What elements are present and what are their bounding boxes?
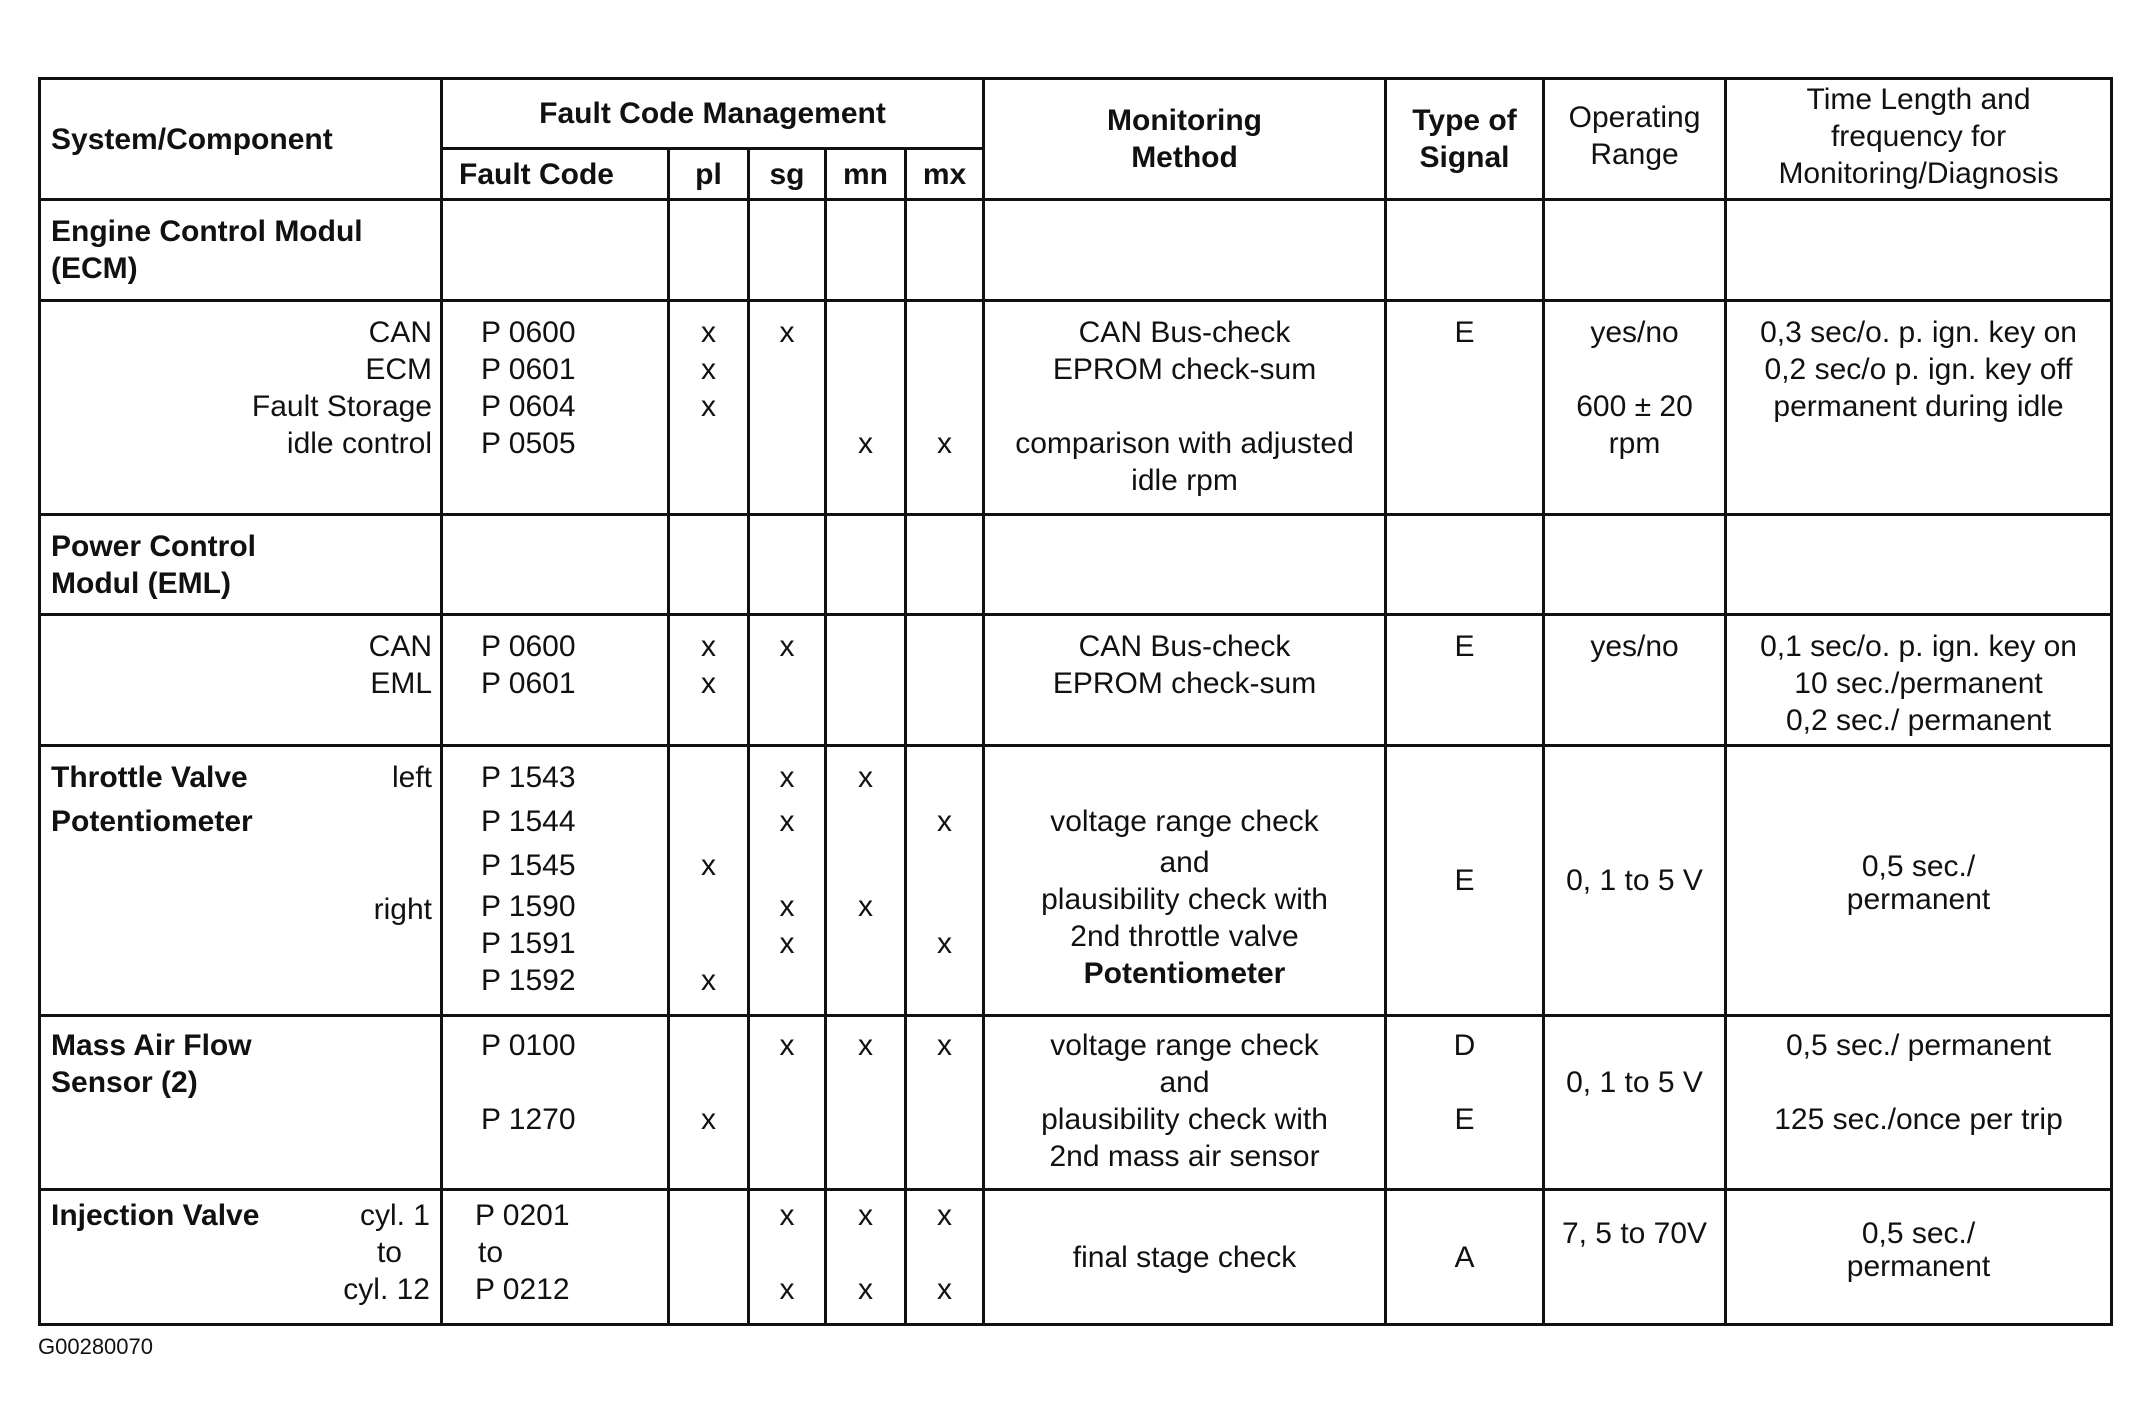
range-line: rpm [1608,427,1661,460]
inj-pl [669,1190,749,1325]
header-time-line: Monitoring/Diagnosis [1778,156,2059,190]
maf-pl [669,1016,749,1190]
mark: x [779,316,795,349]
range-line: yes/no [1590,630,1679,663]
mark [670,1027,747,1101]
ecm-title [40,200,442,301]
tvp-range [1544,746,1726,1016]
header-mn [826,149,906,200]
header-sg [749,149,826,200]
eml-title-line: Power Control [51,530,257,563]
mark [670,759,747,803]
mark [827,351,904,388]
mark: x [701,667,716,700]
maf-method [984,1016,1386,1190]
fault-code: P 0505 [481,427,576,460]
method-line: EPROM check-sum [1052,353,1317,386]
mark: x [701,964,716,997]
mark [907,847,982,888]
mark [750,665,824,702]
tvp-right-label: right [373,893,432,926]
fault-code: P 0601 [481,667,576,700]
mark: x [701,630,716,663]
header-mn-label: mn [843,157,888,191]
method-line [985,388,1384,425]
header-fcm-label: Fault Code Management [539,97,886,130]
signal-type: E [1454,1103,1475,1136]
mark [907,388,982,425]
time-line: 10 sec./permanent [1794,667,2043,700]
mark: x [858,761,873,794]
mark [750,388,824,425]
maf-signal [1386,1016,1544,1190]
maf-title [40,1016,442,1190]
time-line: 0,1 sec/o. p. ign. key on [1760,630,2077,663]
time-line: 0,3 sec/o. p. ign. key on [1760,316,2077,349]
empty-cell [669,515,749,615]
diagnostic-table [38,77,2113,1326]
ecm-sg [749,301,826,515]
empty-cell [984,200,1386,301]
component-label: CAN [368,316,432,349]
header-system [40,79,442,200]
empty-cell [826,515,906,615]
inj-signal [1386,1190,1544,1325]
tvp-time [1726,746,2112,1016]
ecm-codes [442,301,669,515]
eml-pl [669,615,749,746]
fault-code: P 1545 [481,849,576,882]
eml-method [984,615,1386,746]
inj-mn [826,1190,906,1325]
mark: x [858,427,873,460]
eml-range [1544,615,1726,746]
mark: x [937,1029,952,1062]
mark: x [937,1273,952,1306]
mark [827,803,904,847]
range-line: yes/no [1590,316,1679,349]
range-line: 0, 1 to 5 V [1566,1066,1703,1099]
header-fault-code-management [442,79,984,149]
inj-mx [906,1190,984,1325]
maf-sg [749,1016,826,1190]
maf-mn [826,1016,906,1190]
method-line: final stage check [1072,1240,1297,1274]
time-line: permanent [1846,882,1991,916]
mark: x [779,761,795,794]
method-line: voltage range check [1050,805,1319,838]
header-operating-range [1544,79,1726,200]
header-system-label: System/Component [51,122,333,156]
tvp-pl [669,746,749,1016]
signal-type: E [1454,630,1475,663]
empty-cell [826,200,906,301]
maf-range [1544,1016,1726,1190]
header-type-of-signal [1386,79,1544,200]
mark [670,888,747,925]
empty-cell [1544,515,1726,615]
mark [907,1101,982,1138]
mark [907,314,982,351]
eml-title [40,515,442,615]
mark: x [701,849,716,882]
tvp-codes [442,746,669,1016]
mark [750,1234,824,1271]
ecm-mn [826,301,906,515]
fault-code: P 0212 [475,1273,570,1306]
ecm-method [984,301,1386,515]
method-line: 2nd mass air sensor [1049,1140,1320,1173]
fault-code: P 1544 [481,805,576,838]
mark [907,351,982,388]
mark [750,847,824,888]
ecm-range [1544,301,1726,515]
mark [827,314,904,351]
component-label: EML [370,667,432,700]
method-line: and [1159,1066,1210,1099]
header-monitoring-method [984,79,1386,200]
mark: x [779,805,795,838]
fault-code: P 0100 [481,1029,576,1062]
empty-cell [1386,200,1544,301]
empty-cell [442,200,669,301]
tvp-left-label: left [391,761,432,794]
header-sg-label: sg [769,157,805,191]
ecm-pl [669,301,749,515]
mark [750,962,824,999]
inj-title [40,1190,442,1325]
component-label: CAN [368,630,432,663]
tvp-signal [1386,746,1544,1016]
inj-sg [749,1190,826,1325]
mark [670,925,747,962]
fault-code: P 0604 [481,390,576,423]
time-line: 0,2 sec/o p. ign. key off [1764,353,2073,386]
mark [907,759,982,803]
tvp-title [40,746,442,1016]
method-line: and [1159,846,1210,879]
empty-cell [1544,200,1726,301]
mark [670,803,747,847]
time-line: permanent [1846,1250,1991,1283]
empty-cell [669,200,749,301]
cylinder-label: to [376,1236,402,1269]
mark [827,388,904,425]
method-line: idle rpm [1131,464,1238,497]
fault-code: P 0600 [481,316,576,349]
maf-codes [442,1016,669,1190]
mark: x [937,805,952,838]
range-line: 600 ± 20 [1576,390,1693,423]
mark: x [779,927,795,960]
tvp-title-line: Potentiometer [51,805,253,838]
method-line: plausibility check with [1041,883,1328,916]
mark [827,847,904,888]
ecm-time [1726,301,2112,515]
method-line: voltage range check [1050,1029,1319,1062]
mark: x [858,890,873,923]
empty-cell [906,200,984,301]
header-signal-line: Type of [1412,104,1517,137]
fault-code: P 1592 [481,964,576,997]
mark [750,351,824,388]
header-signal-line: Signal [1419,141,1510,174]
header-range-line: Operating [1568,101,1701,134]
empty-cell [1726,515,2112,615]
range-line: 0, 1 to 5 V [1566,864,1703,897]
maf-mx [906,1016,984,1190]
header-range-line: Range [1590,138,1679,171]
tvp-mn [826,746,906,1016]
mark [907,888,982,925]
mark [907,962,982,999]
inj-method [984,1190,1386,1325]
empty-cell [1386,515,1544,615]
eml-signal [1386,615,1544,746]
time-line: 125 sec./once per trip [1774,1103,2063,1136]
eml-time [1726,615,2112,746]
empty-cell [984,515,1386,615]
signal-type: E [1454,316,1475,349]
cylinder-label: cyl. 1 [359,1199,430,1232]
range-spacer [1545,351,1724,388]
fault-code: P 1270 [481,1103,576,1136]
mark: x [779,1273,795,1306]
header-fault-code [442,149,669,200]
mark: x [779,890,795,923]
method-line: CAN Bus-check [1078,316,1291,349]
fault-code: P 0201 [475,1199,570,1232]
inj-title-line: Injection Valve [51,1199,260,1232]
mark: x [701,316,716,349]
signal-type: E [1454,864,1475,897]
method-line: comparison with adjusted [1015,427,1354,460]
mark: x [937,1199,952,1232]
method-line: plausibility check with [1041,1103,1328,1136]
mark [907,1234,982,1271]
mark: x [858,1273,873,1306]
header-time-line: Time Length and [1806,82,2031,116]
mark: x [701,353,716,386]
component-label: Fault Storage [251,390,432,423]
time-line: 0,5 sec./ [1861,849,1976,883]
empty-cell [749,200,826,301]
maf-title-line: Mass Air Flow [51,1029,252,1062]
signal-type: D [1453,1029,1476,1062]
ecm-components [40,301,442,515]
maf-title-line: Sensor (2) [51,1066,198,1099]
mark: x [858,1199,873,1232]
fault-code: P 0601 [481,353,576,386]
mark: x [779,630,795,663]
range-line: 7, 5 to 70V [1561,1217,1708,1250]
time-line: permanent during idle [1773,390,2064,423]
mark [670,425,747,462]
header-method-line: Method [1131,141,1238,174]
mark [827,962,904,999]
empty-cell [749,515,826,615]
fault-code: to [478,1236,504,1269]
eml-sg [749,615,826,746]
cylinder-label: cyl. 12 [343,1273,430,1306]
figure-id: G00280070 [38,1334,153,1359]
mark [827,925,904,962]
fault-code: P 1543 [481,761,576,794]
header-mx-label: mx [922,157,967,191]
inj-range [1544,1190,1726,1325]
mark: x [701,390,716,423]
method-line: EPROM check-sum [1052,667,1317,700]
eml-components [40,615,442,746]
component-label: idle control [286,427,432,460]
method-line: 2nd throttle valve [1070,920,1299,953]
tvp-title-line: Throttle Valve [51,761,248,794]
mark [750,1101,824,1138]
eml-title-line: Modul (EML) [51,567,231,600]
inj-time [1726,1190,2112,1325]
tvp-sg [749,746,826,1016]
mark [827,1234,904,1271]
header-method-line: Monitoring [1107,104,1262,137]
header-mx [906,149,984,200]
time-line: 0,5 sec./ [1861,1217,1976,1250]
header-fault-code-label: Fault Code [459,157,614,191]
header-time-length [1726,79,2112,200]
mark [827,1101,904,1138]
tvp-mx [906,746,984,1016]
mark: x [779,1029,795,1062]
empty-cell [906,515,984,615]
header-time-line: frequency for [1830,119,2007,153]
ecm-title-line: Engine Control Modul [51,215,363,248]
fault-code: P 1591 [481,927,576,960]
empty-cell [1726,200,2112,301]
mark: x [779,1199,795,1232]
signal-type: A [1454,1240,1475,1274]
time-line: 0,2 sec./ permanent [1785,704,2052,737]
maf-time [1726,1016,2112,1190]
eml-codes [442,615,669,746]
method-line: Potentiometer [1083,957,1286,990]
ecm-mx [906,301,984,515]
mark [750,425,824,462]
header-pl-label: pl [695,157,722,191]
eml-mx [906,615,984,746]
empty-cell [442,515,669,615]
inj-codes [442,1190,669,1325]
fault-code: P 1590 [481,890,576,923]
component-label: ECM [365,353,432,386]
eml-mn [826,615,906,746]
mark: x [937,927,952,960]
fault-code: P 0600 [481,630,576,663]
method-line: CAN Bus-check [1078,630,1291,663]
time-line: 0,5 sec./ permanent [1785,1029,2052,1062]
ecm-signal [1386,301,1544,515]
mark: x [937,427,952,460]
ecm-title-line: (ECM) [51,252,138,285]
mark: x [701,1103,716,1136]
tvp-method [984,746,1386,1016]
mark: x [858,1029,873,1062]
header-pl [669,149,749,200]
